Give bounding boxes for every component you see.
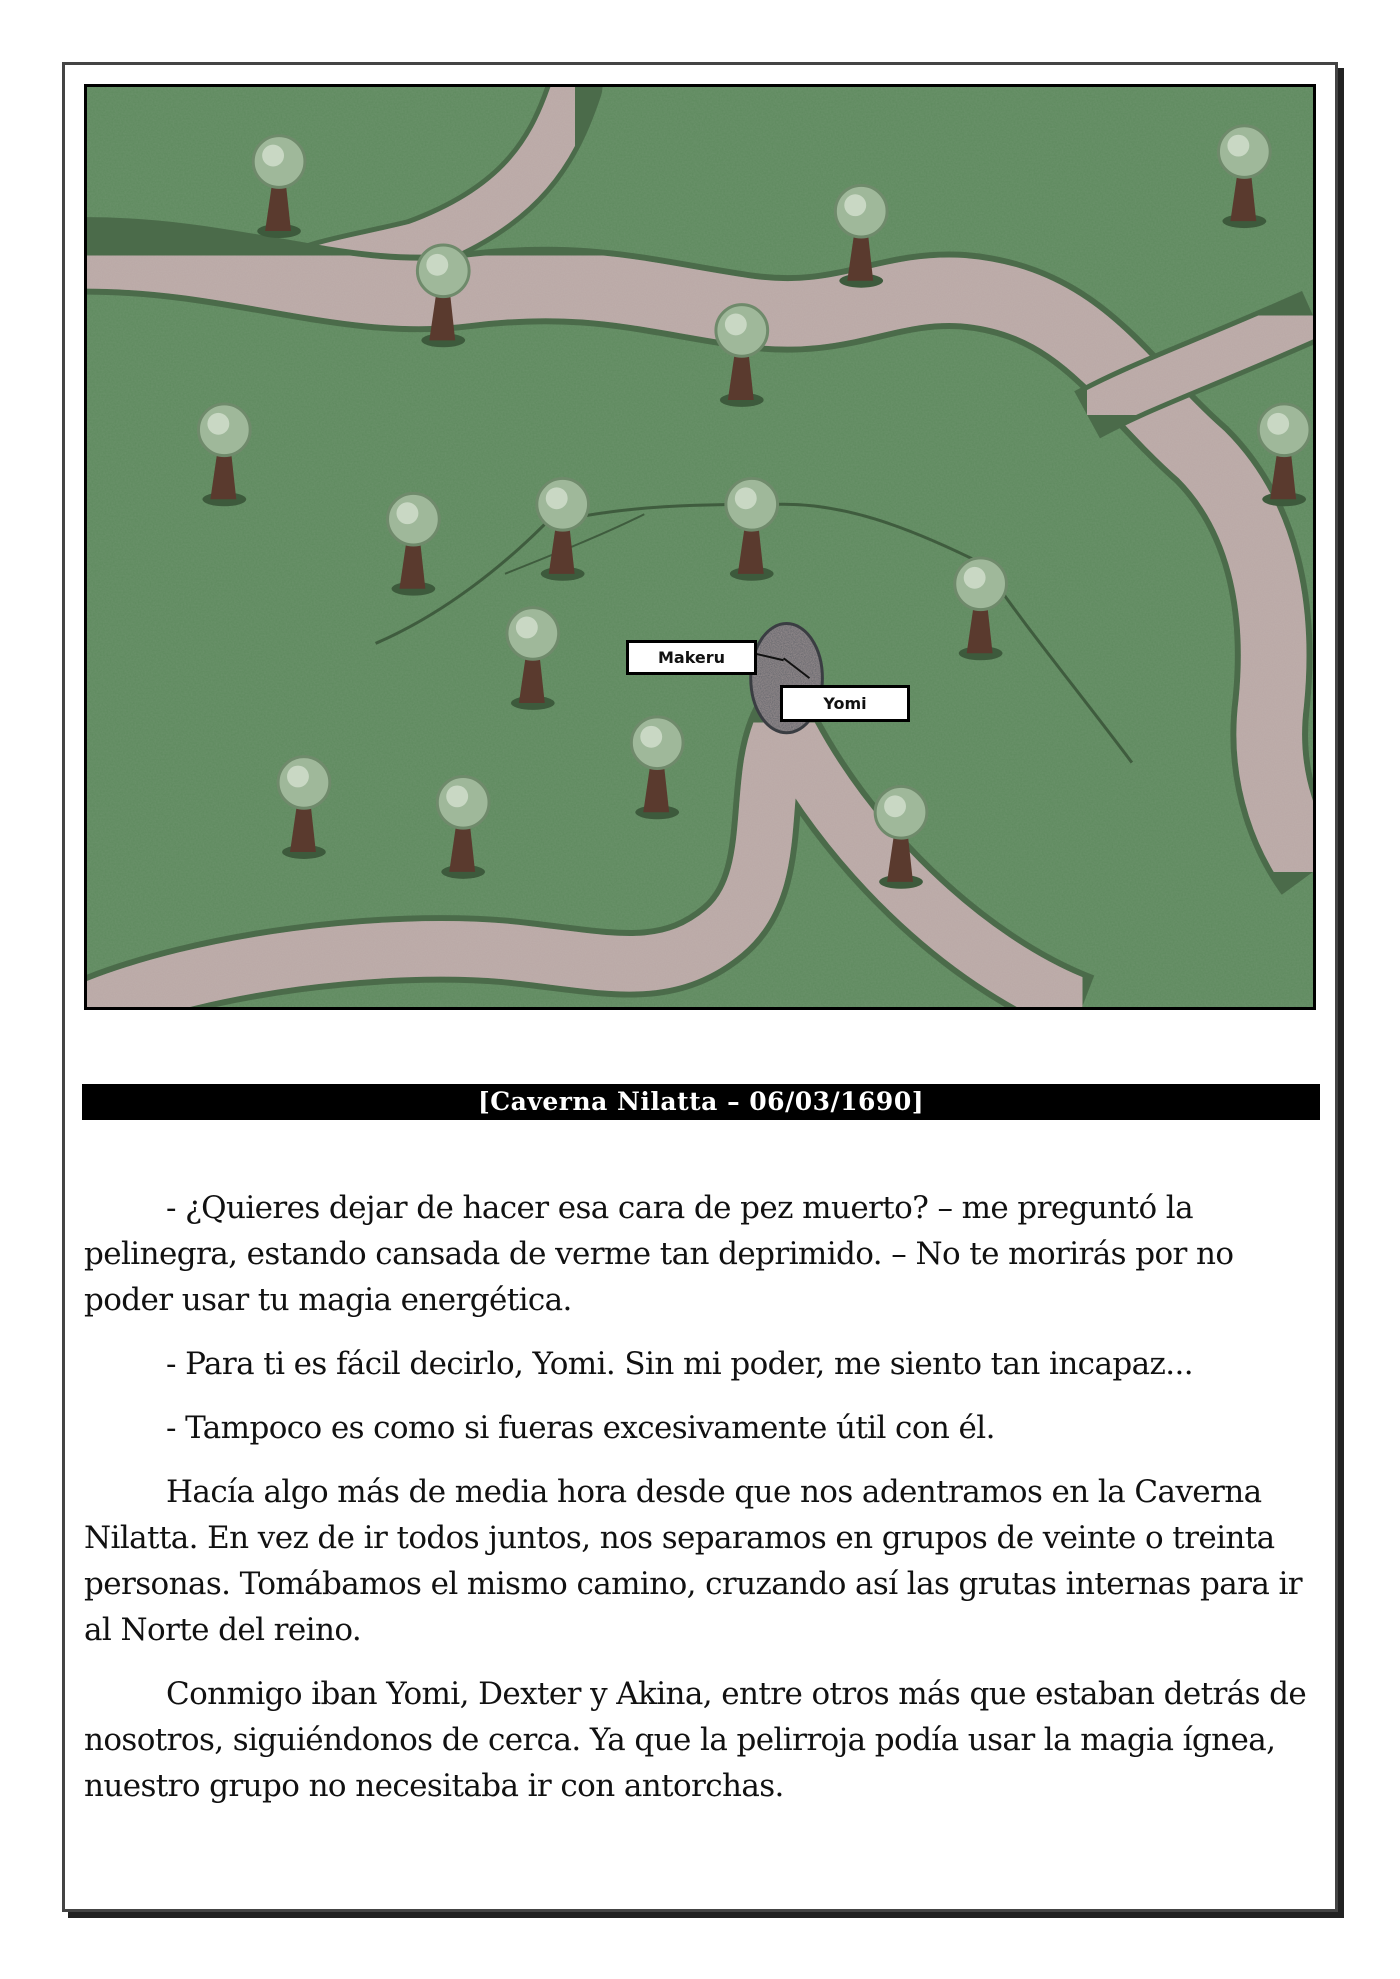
- chapter-header-text: [Caverna Nilatta – 06/03/1690]: [477, 1087, 925, 1116]
- label-makeru-text: Makeru: [657, 648, 726, 667]
- paragraph: Conmigo iban Yomi, Dexter y Akina, entre otros más que estaban detrás de nosotros, siguiéndonos de cerca. Ya que la pelirroja podía usar la magia ígnea, nuestro grupo no necesitaba ir con antorchas.: [84, 1676, 1307, 1804]
- chapter-header: [82, 1084, 1320, 1120]
- map-canvas: [87, 87, 1313, 1007]
- paragraph: - Para ti es fácil decirlo, Yomi. Sin mi poder, me siento tan incapaz...: [166, 1346, 1193, 1382]
- label-makeru: [626, 640, 757, 675]
- paragraph: - Tampoco es como si fueras excesivamente útil con él.: [166, 1410, 995, 1446]
- paragraph: - ¿Quieres dejar de hacer esa cara de pez muerto? – me preguntó la pelinegra, estando cansada de verme tan deprimido. – No te morirás por no poder usar tu magia energética.: [84, 1190, 1234, 1318]
- paragraph: Hacía algo más de media hora desde que nos adentramos en la Caverna Nilatta. En vez de ir todos juntos, nos separamos en grupos de veinte o treinta personas. Tomábamos el mismo camino, cruzando así las grutas internas para ir al Norte del reino.: [84, 1474, 1303, 1648]
- forest-map: [84, 84, 1316, 1010]
- story-text: [84, 1185, 1316, 1827]
- label-yomi-text: Yomi: [823, 694, 867, 713]
- label-yomi: [780, 685, 910, 722]
